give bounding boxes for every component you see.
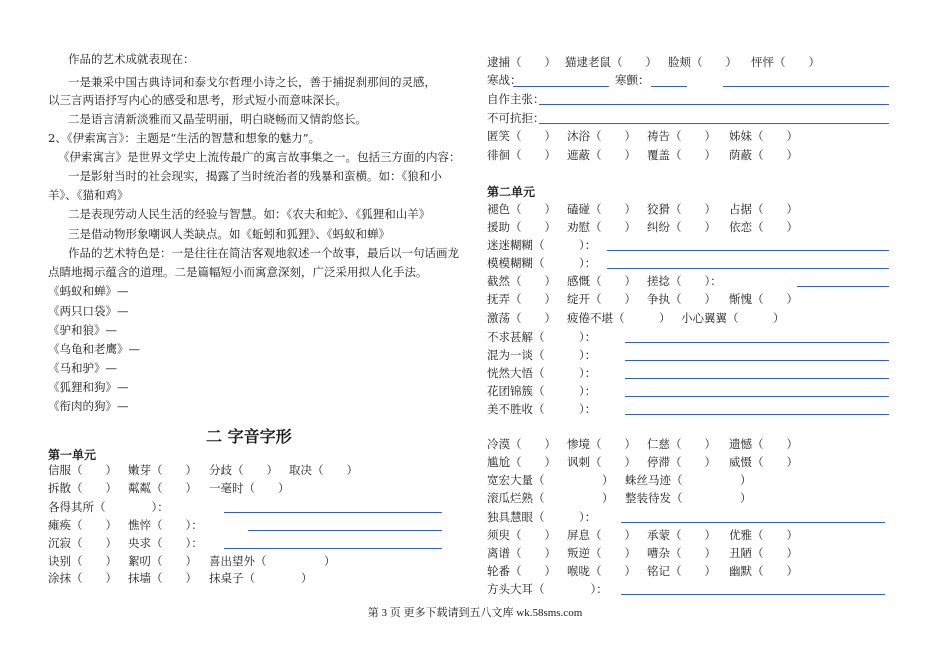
text-line: 2、《伊索寓言》：主题是“生活的智慧和想象的魅力”。	[48, 131, 321, 145]
pinyin-item: 优雅（ ）	[729, 528, 798, 542]
answer-line[interactable]	[625, 396, 889, 397]
pinyin-item: 混为一谈（ ）：	[487, 348, 597, 362]
pinyin-item: 依恋（ ）	[729, 220, 798, 234]
text-line: 《狐狸和狗》—	[48, 380, 129, 394]
pinyin-item: 各得其所（ ）：	[48, 500, 169, 514]
pinyin-item: 喜出望外（ ）	[209, 554, 336, 568]
pinyin-item: 一毫时（ ）	[209, 481, 290, 495]
text-line: 三是借动物形象嘲讽人类缺点。如《蚯蚓和狐狸》、《蚂蚁和蝉》	[68, 227, 390, 241]
pinyin-item: 粼粼（ ）	[128, 481, 197, 495]
text-line: 点睛地揭示蕴含的道理。二是篇幅短小而寓意深刻，广泛采用拟人化手法。	[48, 265, 428, 279]
pinyin-item: 援助（ ）	[487, 220, 556, 234]
text-line: 羊》、《猫和鸡》	[48, 188, 129, 202]
unit-title: 第一单元	[48, 448, 97, 462]
pinyin-item: 怦怦（ ）	[751, 55, 820, 69]
pinyin-item: 惨境（ ）	[567, 437, 636, 451]
answer-line[interactable]	[621, 594, 885, 595]
text-line: 作品的艺术特色是：一是往往在简洁客观地叙述一个故事，最后以一句话画龙	[68, 246, 459, 260]
text-line: 一是兼采中国古典诗词和泰戈尔哲理小诗之长，善于捕捉刹那间的灵感，	[68, 75, 436, 89]
answer-line[interactable]	[651, 86, 687, 87]
pinyin-item: 涂抹（ ）	[48, 571, 117, 585]
answer-line[interactable]	[224, 512, 442, 513]
pinyin-item: 冷漠（ ）	[487, 437, 556, 451]
answer-line[interactable]	[513, 86, 609, 87]
text-line: 一是影射当时的社会现实，揭露了当时统治者的残暴和蛮横。如：《狼和小	[68, 169, 442, 183]
pinyin-item: 祷告（ ）	[647, 129, 716, 143]
text-line: 《伊索寓言》是世界文学史上流传最广的寓言故事集之一。包括三方面的内容：	[58, 150, 461, 164]
pinyin-item: 争执（ ）	[647, 292, 716, 306]
pinyin-item: 讽刺（ ）	[567, 455, 636, 469]
pinyin-item: 寒颤：	[615, 73, 650, 87]
pinyin-item: 央求（ ）：	[128, 536, 203, 550]
pinyin-item: 荫蔽（ ）	[729, 148, 798, 162]
pinyin-item: 脸颊（ ）	[668, 55, 737, 69]
pinyin-item: 宽宏大量（ ）	[487, 473, 614, 487]
answer-line[interactable]	[621, 522, 885, 523]
answer-line[interactable]	[625, 378, 889, 379]
pinyin-item: 占据（ ）	[729, 202, 798, 216]
pinyin-item: 寒战：	[487, 73, 522, 87]
pinyin-item: 拆散（ ）	[48, 481, 117, 495]
pinyin-item: 瘫痪（ ）	[48, 518, 117, 532]
text-line: 《蚂蚁和蝉》—	[48, 284, 129, 298]
pinyin-item: 蛛丝马迹（ ）	[625, 473, 752, 487]
answer-line[interactable]	[797, 286, 889, 287]
answer-line[interactable]	[224, 548, 442, 549]
pinyin-item: 絮叨（ ）	[128, 554, 197, 568]
pinyin-item: 屏息（ ）	[567, 528, 636, 542]
pinyin-item: 小心翼翼（ ）	[681, 311, 785, 325]
pinyin-item: 滚瓜烂熟（ ）	[487, 491, 614, 505]
pinyin-item: 激荡（ ）	[487, 311, 556, 325]
text-line: 《两只口袋》—	[48, 304, 129, 318]
pinyin-item: 惭愧（ ）	[729, 292, 798, 306]
pinyin-item: 猫逮老鼠（ ）	[565, 55, 657, 69]
pinyin-item: 嫩芽（ ）	[128, 463, 197, 477]
pinyin-item: 喉咙（ ）	[567, 564, 636, 578]
pinyin-item: 独具慧眼（ ）：	[487, 510, 597, 524]
pinyin-item: 遮蔽（ ）	[567, 148, 636, 162]
pinyin-item: 花团锦簇（ ）：	[487, 384, 597, 398]
text-line: 《马和驴》—	[48, 361, 117, 375]
answer-line[interactable]	[625, 414, 889, 415]
page-footer: 第 3 页 更多下载请到五八文库 wk.58sms.com	[367, 607, 583, 619]
pinyin-item: 抚弄（ ）	[487, 292, 556, 306]
text-line: 以三言两语抒写内心的感受和思考，形式短小而意味深长。	[48, 93, 347, 107]
pinyin-item: 感慨（ ）	[567, 274, 636, 288]
pinyin-item: 丑陋（ ）	[729, 546, 798, 560]
pinyin-item: 取决（ ）	[289, 463, 358, 477]
pinyin-item: 憔悴（ ）：	[128, 518, 203, 532]
pinyin-item: 嘈杂（ ）	[647, 546, 716, 560]
pinyin-item: 纠纷（ ）	[647, 220, 716, 234]
pinyin-item: 逮捕（ ）	[487, 55, 556, 69]
pinyin-item: 方头大耳（ ）：	[487, 582, 608, 596]
pinyin-item: 恍然大悟（ ）：	[487, 366, 597, 380]
pinyin-item: 褪色（ ）	[487, 202, 556, 216]
pinyin-item: 铭记（ ）	[647, 564, 716, 578]
section-title: 二 字音字形	[206, 427, 292, 446]
answer-line[interactable]	[625, 342, 889, 343]
pinyin-item: 分歧（ ）	[209, 463, 278, 477]
pinyin-item: 匿笑（ ）	[487, 129, 556, 143]
answer-line[interactable]	[539, 104, 889, 105]
pinyin-item: 须臾（ ）	[487, 528, 556, 542]
pinyin-item: 疲倦不堪（ ）	[567, 311, 671, 325]
pinyin-item: 诀别（ ）	[48, 554, 117, 568]
pinyin-item: 整装待发（ ）	[625, 491, 752, 505]
pinyin-item: 叛逆（ ）	[567, 546, 636, 560]
pinyin-item: 遗憾（ ）	[729, 437, 798, 451]
pinyin-item: 迷迷糊糊（ ）：	[487, 238, 597, 252]
pinyin-item: 沐浴（ ）	[567, 129, 636, 143]
pinyin-item: 徘徊（ ）	[487, 148, 556, 162]
text-line: 《衔肉的狗》—	[48, 399, 129, 413]
pinyin-item: 离谱（ ）	[487, 546, 556, 560]
answer-line[interactable]	[607, 268, 889, 269]
pinyin-item: 抹墙（ ）	[128, 571, 197, 585]
pinyin-item: 尴尬（ ）	[487, 455, 556, 469]
pinyin-item: 美不胜收（ ）：	[487, 402, 597, 416]
pinyin-item: 停滞（ ）	[647, 455, 716, 469]
pinyin-item: 磕碰（ ）	[567, 202, 636, 216]
pinyin-item: 截然（ ）	[487, 274, 556, 288]
pinyin-item: 劝慰（ ）	[567, 220, 636, 234]
pinyin-item: 抹桌子（ ）	[209, 571, 313, 585]
pinyin-item: 覆盖（ ）	[647, 148, 716, 162]
pinyin-item: 搓捻（ ）：	[647, 274, 722, 288]
text-line: 二是语言清新淡雅而又晶莹明丽，明白晓畅而又情韵悠长。	[68, 112, 367, 126]
pinyin-item: 姊妹（ ）	[729, 129, 798, 143]
pinyin-item: 不求甚解（ ）：	[487, 330, 597, 344]
pinyin-item: 不可抗拒：	[487, 111, 545, 125]
answer-line[interactable]	[607, 250, 889, 251]
answer-line[interactable]	[248, 530, 442, 531]
pinyin-item: 模模糊糊（ ）：	[487, 256, 597, 270]
pinyin-item: 承蒙（ ）	[647, 528, 716, 542]
pinyin-item: 狡猾（ ）	[647, 202, 716, 216]
text-line: 作品的艺术成就表现在：	[68, 52, 195, 66]
text-line: 《乌龟和老鹰》—	[48, 342, 140, 356]
unit-title: 第二单元	[487, 185, 536, 199]
pinyin-item: 轮番（ ）	[487, 564, 556, 578]
pinyin-item: 沉寂（ ）	[48, 536, 117, 550]
answer-line[interactable]	[723, 86, 889, 87]
answer-line[interactable]	[625, 360, 889, 361]
text-line: 二是表现劳动人民生活的经验与智慧。如：《农夫和蛇》、《狐狸和山羊》	[68, 207, 431, 221]
pinyin-item: 自作主张：	[487, 92, 545, 106]
text-line: 《驴和狼》—	[48, 323, 117, 337]
pinyin-item: 仁慈（ ）	[647, 437, 716, 451]
pinyin-item: 绽开（ ）	[567, 292, 636, 306]
pinyin-item: 威慑（ ）	[729, 455, 798, 469]
answer-line[interactable]	[539, 123, 889, 124]
pinyin-item: 幽默（ ）	[729, 564, 798, 578]
pinyin-item: 信服（ ）	[48, 463, 117, 477]
